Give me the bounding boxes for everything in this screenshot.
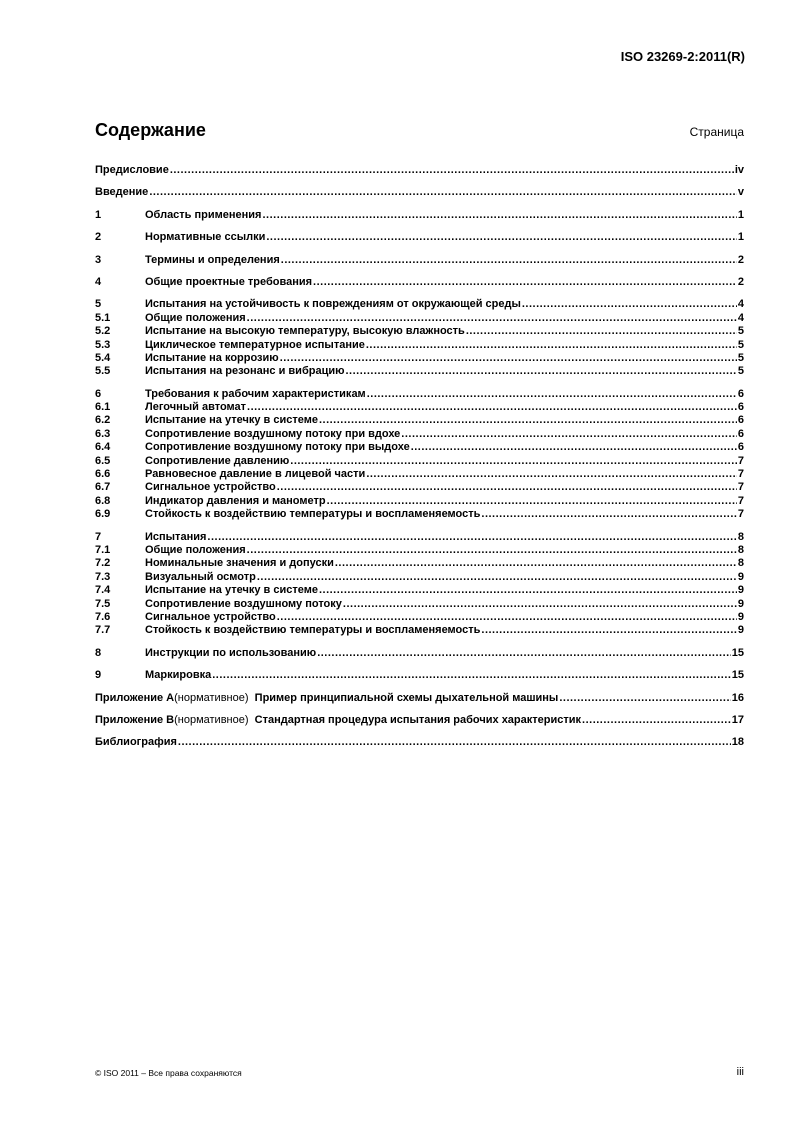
dot-leader [262, 209, 736, 222]
dot-leader [149, 186, 737, 199]
toc-entry-number: 6.9 [95, 508, 111, 521]
toc-entry[interactable] [95, 584, 744, 597]
toc-entry-number: 7.3 [95, 570, 111, 583]
toc-entry-title: Приложение B [95, 713, 175, 726]
toc-entry-title: Испытания [145, 530, 207, 543]
toc-entry-title: Общие положения [145, 311, 246, 324]
toc-entry[interactable] [95, 669, 744, 682]
toc-entry-page: 9 [737, 597, 744, 610]
toc-entry-page: 6 [737, 401, 744, 414]
toc-entry-number: 4 [95, 275, 102, 288]
toc-group [95, 531, 744, 638]
dot-leader [481, 508, 736, 521]
dot-leader [266, 231, 737, 244]
dot-leader [559, 692, 730, 705]
toc-entry-page: 4 [737, 298, 744, 311]
toc-entry[interactable] [95, 508, 744, 521]
toc-entry-number: 1 [95, 208, 102, 221]
toc-entry-page: 18 [731, 736, 744, 749]
dot-leader [280, 352, 737, 365]
toc-entry-number: 6.3 [95, 427, 111, 440]
toc-entry[interactable] [95, 325, 744, 338]
toc-entry-title: Предисловие [95, 164, 169, 176]
toc-entry-title: Приложение A [95, 691, 175, 704]
toc-group [95, 276, 744, 289]
toc-entry-number: 7.2 [95, 557, 111, 570]
toc-entry[interactable] [95, 481, 744, 494]
toc-entry-number: 5.2 [95, 325, 111, 338]
toc-group [95, 647, 744, 660]
toc-entry[interactable] [95, 544, 744, 557]
toc-entry-number: 6.7 [95, 481, 111, 494]
toc-entry-title: Термины и определения [145, 253, 280, 266]
toc-entry[interactable] [95, 455, 744, 468]
toc-entry-page: 7 [737, 494, 744, 507]
toc-entry-number: 5.5 [95, 365, 111, 378]
toc-entry-page: 6 [737, 441, 744, 454]
toc-entry[interactable] [95, 428, 744, 441]
dot-leader [366, 468, 737, 481]
toc-entry-number: 6.4 [95, 441, 111, 454]
toc-entry-page: 9 [737, 570, 744, 583]
toc-entry[interactable] [95, 352, 744, 365]
toc-entry[interactable] [95, 468, 744, 481]
dot-leader [317, 647, 731, 660]
document-id: ISO 23269-2:2011(R) [620, 49, 745, 64]
toc-entry[interactable] [95, 495, 744, 508]
toc-entry[interactable] [95, 365, 744, 378]
dot-leader [335, 557, 737, 570]
toc-entry-number: 5.4 [95, 351, 111, 364]
toc-entry[interactable] [95, 388, 744, 401]
toc-entry-page: 9 [737, 624, 744, 637]
toc-entry-title: Область применения [145, 208, 262, 221]
toc-entry-page: 7 [737, 481, 744, 494]
toc-entry-page: 5 [737, 338, 744, 351]
toc-entry-number: 8 [95, 646, 102, 659]
toc-entry[interactable] [95, 571, 744, 584]
toc-group [95, 714, 744, 727]
toc-entry[interactable] [95, 312, 744, 325]
toc-entry-number: 6.1 [95, 401, 111, 414]
toc-entry[interactable] [95, 624, 744, 637]
toc-entry[interactable] [95, 557, 744, 570]
page-column-label: Страница [689, 125, 744, 139]
dot-leader [582, 714, 731, 727]
toc-entry[interactable] [95, 531, 744, 544]
toc-entry-number: 7.4 [95, 584, 111, 597]
toc-entry-number: 5.3 [95, 338, 111, 351]
dot-leader [481, 624, 736, 637]
toc-entry-number: 7.6 [95, 610, 111, 623]
toc-group [95, 231, 744, 244]
toc-entry-title: Введение [95, 186, 149, 199]
toc-entry-page: 16 [731, 691, 744, 704]
dot-leader [319, 414, 737, 427]
toc-entry-page: 8 [737, 557, 744, 570]
toc-entry-title: Нормативные ссылки [145, 231, 266, 244]
dot-leader [313, 276, 737, 289]
toc-entry[interactable] [95, 598, 744, 611]
toc-entry-page: 7 [737, 508, 744, 521]
toc-group [95, 298, 744, 378]
toc-group [95, 388, 744, 522]
dot-leader [247, 401, 737, 414]
toc-group [95, 669, 744, 682]
toc-entry-annex-type: (нормативное) [174, 691, 249, 704]
table-of-contents [95, 164, 744, 759]
footer-copyright: © ISO 2011 – Все права сохраняются [95, 1068, 242, 1078]
toc-entry-title: Стойкость к воздействию температуры и воспламеняемость [145, 508, 481, 521]
dot-leader [277, 481, 737, 494]
toc-entry[interactable] [95, 736, 744, 749]
toc-entry-number: 5.1 [95, 311, 111, 324]
toc-entry[interactable] [95, 186, 744, 199]
toc-entry-number: 6.8 [95, 494, 111, 507]
dot-leader [466, 325, 737, 338]
toc-entry-number: 7.5 [95, 597, 111, 610]
toc-entry-title: Сопротивление воздушному потоку при выдохе [145, 441, 410, 454]
toc-entry-page: 8 [737, 543, 744, 556]
toc-entry-page: 1 [737, 231, 744, 244]
toc-entry-title: Маркировка [145, 669, 212, 682]
dot-leader [247, 544, 737, 557]
toc-group [95, 209, 744, 222]
toc-entry-page: 2 [737, 253, 744, 266]
toc-entry[interactable] [95, 401, 744, 414]
toc-entry-number: 6.5 [95, 454, 111, 467]
toc-entry[interactable] [95, 714, 744, 727]
dot-leader [277, 611, 737, 624]
toc-entry[interactable] [95, 276, 744, 289]
toc-entry-title: Стойкость к воздействию температуры и воспламеняемость [145, 624, 481, 637]
toc-group [95, 164, 744, 177]
toc-entry[interactable] [95, 611, 744, 624]
toc-group [95, 186, 744, 199]
toc-entry-title: Испытания на устойчивость к повреждениям от окружающей среды [145, 298, 521, 311]
toc-entry-title: Инструкции по использованию [145, 646, 317, 659]
dot-leader [170, 164, 734, 177]
toc-entry-title: Сопротивление воздушному потоку [145, 597, 342, 610]
toc-entry-title: Библиография [95, 736, 177, 749]
toc-header [95, 120, 744, 142]
toc-entry-title: Визуальный осмотр [145, 570, 256, 583]
toc-entry-title: Требования к рабочим характеристикам [145, 387, 366, 400]
dot-leader [319, 584, 737, 597]
toc-entry-page: 15 [731, 646, 744, 659]
toc-entry-page: 9 [737, 584, 744, 597]
toc-entry[interactable] [95, 254, 744, 267]
dot-leader [257, 571, 737, 584]
dot-leader [212, 669, 731, 682]
toc-entry-number: 3 [95, 253, 102, 266]
toc-entry-page: 15 [731, 669, 744, 682]
toc-entry-title: Равновесное давление в лицевой части [145, 468, 366, 481]
toc-entry-title: Легочный автомат [145, 401, 247, 414]
toc-entry-page: 9 [737, 610, 744, 623]
toc-group [95, 736, 744, 749]
dot-leader [343, 598, 737, 611]
dot-leader [367, 388, 737, 401]
toc-entry-number: 7.7 [95, 624, 111, 637]
toc-entry-page: 6 [737, 414, 744, 427]
toc-entry[interactable] [95, 441, 744, 454]
toc-entry[interactable] [95, 339, 744, 352]
toc-group [95, 254, 744, 267]
toc-entry-subtitle: Стандартная процедура испытания рабочих характеристик [254, 713, 582, 726]
toc-entry[interactable] [95, 231, 744, 244]
toc-entry-page: 1 [737, 208, 744, 221]
toc-entry-page: 7 [737, 468, 744, 481]
toc-entry-number: 6 [95, 387, 102, 400]
toc-entry-title: Общие проектные требования [145, 275, 313, 288]
dot-leader [178, 736, 731, 749]
toc-entry-title: Циклическое температурное испытание [145, 338, 365, 351]
toc-entry-page: v [737, 186, 744, 199]
dot-leader [411, 441, 737, 454]
toc-entry-title: Испытание на утечку в системе [145, 584, 318, 597]
toc-group [95, 692, 744, 705]
toc-entry-title: Испытание на коррозию [145, 351, 279, 364]
toc-entry-title: Сигнальное устройство [145, 610, 276, 623]
toc-entry-page: 17 [731, 713, 744, 726]
toc-entry-title: Испытание на высокую температуру, высокую влажность [145, 325, 465, 338]
dot-leader [522, 298, 737, 311]
toc-entry-page: 5 [737, 325, 744, 338]
toc-entry-page: iv [734, 164, 744, 176]
toc-entry-number: 9 [95, 669, 102, 682]
toc-entry-annex-type: (нормативное) [174, 713, 249, 726]
toc-entry-page: 2 [737, 275, 744, 288]
toc-entry-title: Испытание на утечку в системе [145, 414, 318, 427]
dot-leader [247, 312, 737, 325]
dot-leader [327, 495, 737, 508]
toc-entry-page: 7 [737, 454, 744, 467]
toc-entry-page: 5 [737, 365, 744, 378]
dot-leader [290, 455, 737, 468]
toc-entry-subtitle: Пример принципиальной схемы дыхательной машины [254, 691, 559, 704]
toc-entry-number: 7.1 [95, 543, 111, 556]
toc-entry[interactable] [95, 164, 744, 177]
toc-entry-page: 4 [737, 311, 744, 324]
toc-entry[interactable] [95, 298, 744, 311]
toc-entry-title: Общие положения [145, 543, 246, 556]
toc-entry-title: Номинальные значения и допуски [145, 557, 334, 570]
page-title: Содержание [95, 120, 206, 140]
toc-entry[interactable] [95, 692, 744, 705]
toc-entry-number: 6.6 [95, 468, 111, 481]
dot-leader [401, 428, 737, 441]
toc-entry-title: Испытания на резонанс и вибрацию [145, 365, 345, 378]
toc-entry-number: 6.2 [95, 414, 111, 427]
toc-entry-title: Сигнальное устройство [145, 481, 276, 494]
toc-entry-number: 7 [95, 530, 102, 543]
toc-entry-page: 6 [737, 427, 744, 440]
dot-leader [207, 531, 736, 544]
footer-page-number: iii [736, 1066, 744, 1078]
dot-leader [281, 254, 737, 267]
dot-leader [346, 365, 737, 378]
toc-entry-page: 6 [737, 387, 744, 400]
toc-entry-title: Сопротивление давлению [145, 454, 290, 467]
toc-entry-title: Индикатор давления и манометр [145, 494, 326, 507]
toc-entry-number: 5 [95, 298, 102, 311]
toc-entry[interactable] [95, 647, 744, 660]
toc-entry[interactable] [95, 414, 744, 427]
dot-leader [366, 339, 737, 352]
toc-entry-number: 2 [95, 231, 102, 244]
toc-entry-title: Сопротивление воздушному потоку при вдохе [145, 427, 401, 440]
toc-entry-page: 8 [737, 530, 744, 543]
toc-entry[interactable] [95, 209, 744, 222]
toc-entry-page: 5 [737, 351, 744, 364]
